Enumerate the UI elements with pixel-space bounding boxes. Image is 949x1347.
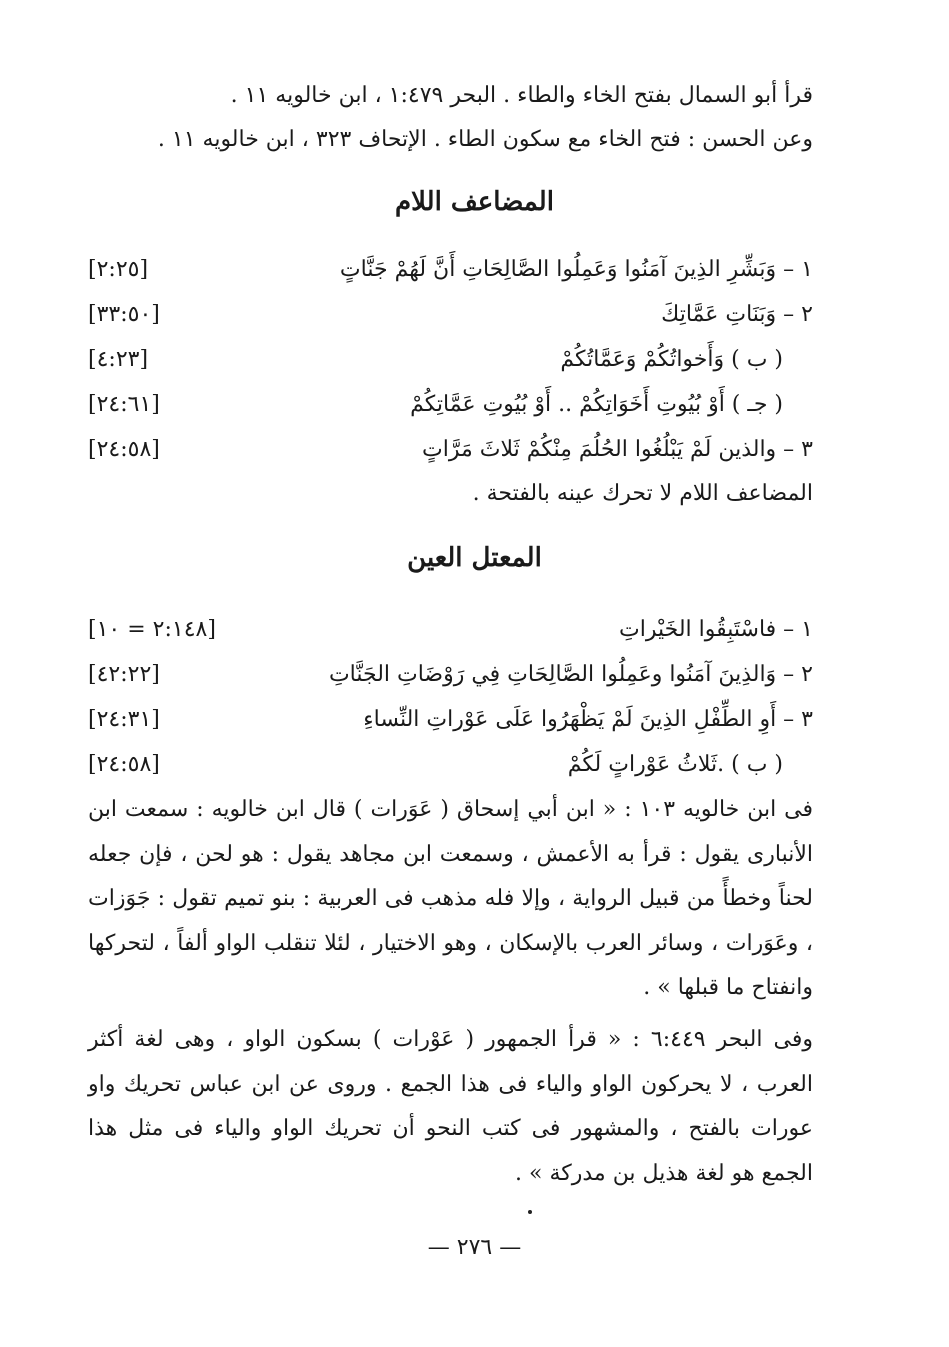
verse-text: ٣ – أَوِ الطِّفْلِ الذِينَ لَمْ يَظْهَرُوا عَلَى عَوْراتِ النِّساءِ [363,707,813,732]
verse-row [88,745,813,785]
verse-reference: [٤:٢٣] [88,347,149,372]
verse-reference: [٢:١٤٨ = ١٠] [88,617,216,642]
verse-row [88,655,813,695]
verse-reference: [٤٢:٢٢] [88,662,160,687]
ink-dot [528,1210,532,1214]
verse-text: ٢ – وَبَنَاتِ عَمَّاتِكَ [661,302,813,327]
verse-row [88,610,813,650]
verse-row [88,430,813,470]
commentary-paragraph: فى ابن خالويه ١٠٣ : « ابن أبي إسحاق ( عَوَرات ) قال ابن خالويه : سمعت ابن الأنبارى يقول : قرأ به الأعمش ، وسمعت ابن مجاهد يقول : هو لحن ، فإن جعله لحناً وخطأً من قبيل الرواية ، وإلا فله مذهب فى العربية : بنو تميم تقول : جَوَزات ، وعَوَرات ، وسائر العرب بالإسكان ، وهو الاختيار ، لئلا تنقلب الواو ألفاً ، لتحركها وانفتاح ما قبلها » . [88,797,814,1000]
verse-row [88,385,813,425]
verse-text: ٢ – وَالذِينَ آمَنُوا وعَمِلُوا الصَّالِحَاتِ فِي رَوْضَاتِ الجَنَّاتِ [328,662,813,687]
verse-row [88,340,813,380]
verse-row [88,250,813,290]
verse-row [88,295,813,335]
verse-reference: [٢٤:٥٨] [88,437,160,462]
verse-reference: [٣٣:٥٠] [88,302,160,327]
section-note: المضاعف اللام لا تحرك عينه بالفتحة . [472,481,813,506]
verse-reference: [٢٤:٣١] [88,707,160,732]
verse-reference: [٢:٢٥] [88,257,149,282]
page-number: — ٢٧٦ — [427,1235,522,1260]
commentary-paragraph: وفى البحر ٦:٤٤٩ : « قرأ الجمهور ( عَوْرات ) بسكون الواو ، وهى لغة أكثر العرب ، لا يحركون الواو والياء فى هذا الجمع . وروى عن ابن عباس تحريك واو عورات بالفتح ، والمشهور فى كتب النحو أن تحريك الواو والياء فى مثل هذا الجمع هو لغة هذيل بن مدركة » . [88,1027,813,1186]
verse-reference: [٢٤:٦١] [88,392,160,417]
verse-text: ( ب ) وَأَخواتُكُمْ وَعَمَّاتُكُمْ [560,347,783,372]
verse-text: ٣ – والذين لَمْ يَبْلُغُوا الحُلُمَ مِنْكُمْ ثَلاثَ مَرَّاتٍ [422,437,813,462]
section-title-hollow-verb: المعتل العين [407,543,542,573]
verse-text: ١ – وَبَشِّرِ الذِينَ آمَنُوا وَعَمِلُوا الصَّالِحَاتِ أَنَّ لَهُمْ جَنَّاتٍ [339,257,813,282]
verse-text: ( جـ ) أَوْ بُيُوتِ أَخَوَاتِكُمْ .. أَوْ بُيُوتِ عَمَّاتِكُمْ [410,392,783,417]
verse-row [88,700,813,740]
verse-text: ١ – فاسْتَبِقُوا الخَيْراتِ [619,617,813,642]
verse-reference: [٢٤:٥٨] [88,752,160,777]
top-note-2: وعن الحسن : فتح الخاء مع سكون الطاء . الإتحاف ٣٢٣ ، ابن خالويه ١١ . [157,127,813,152]
top-note-1: قرأ أبو السمال بفتح الخاء والطاء . البحر ١:٤٧٩ ، ابن خالويه ١١ . [230,83,813,108]
section-title-doubled-lam: المضاعف اللام [395,187,554,217]
verse-text: ( ب ) .ثَلاثُ عَوْراتٍ لَكُمْ [567,752,783,777]
